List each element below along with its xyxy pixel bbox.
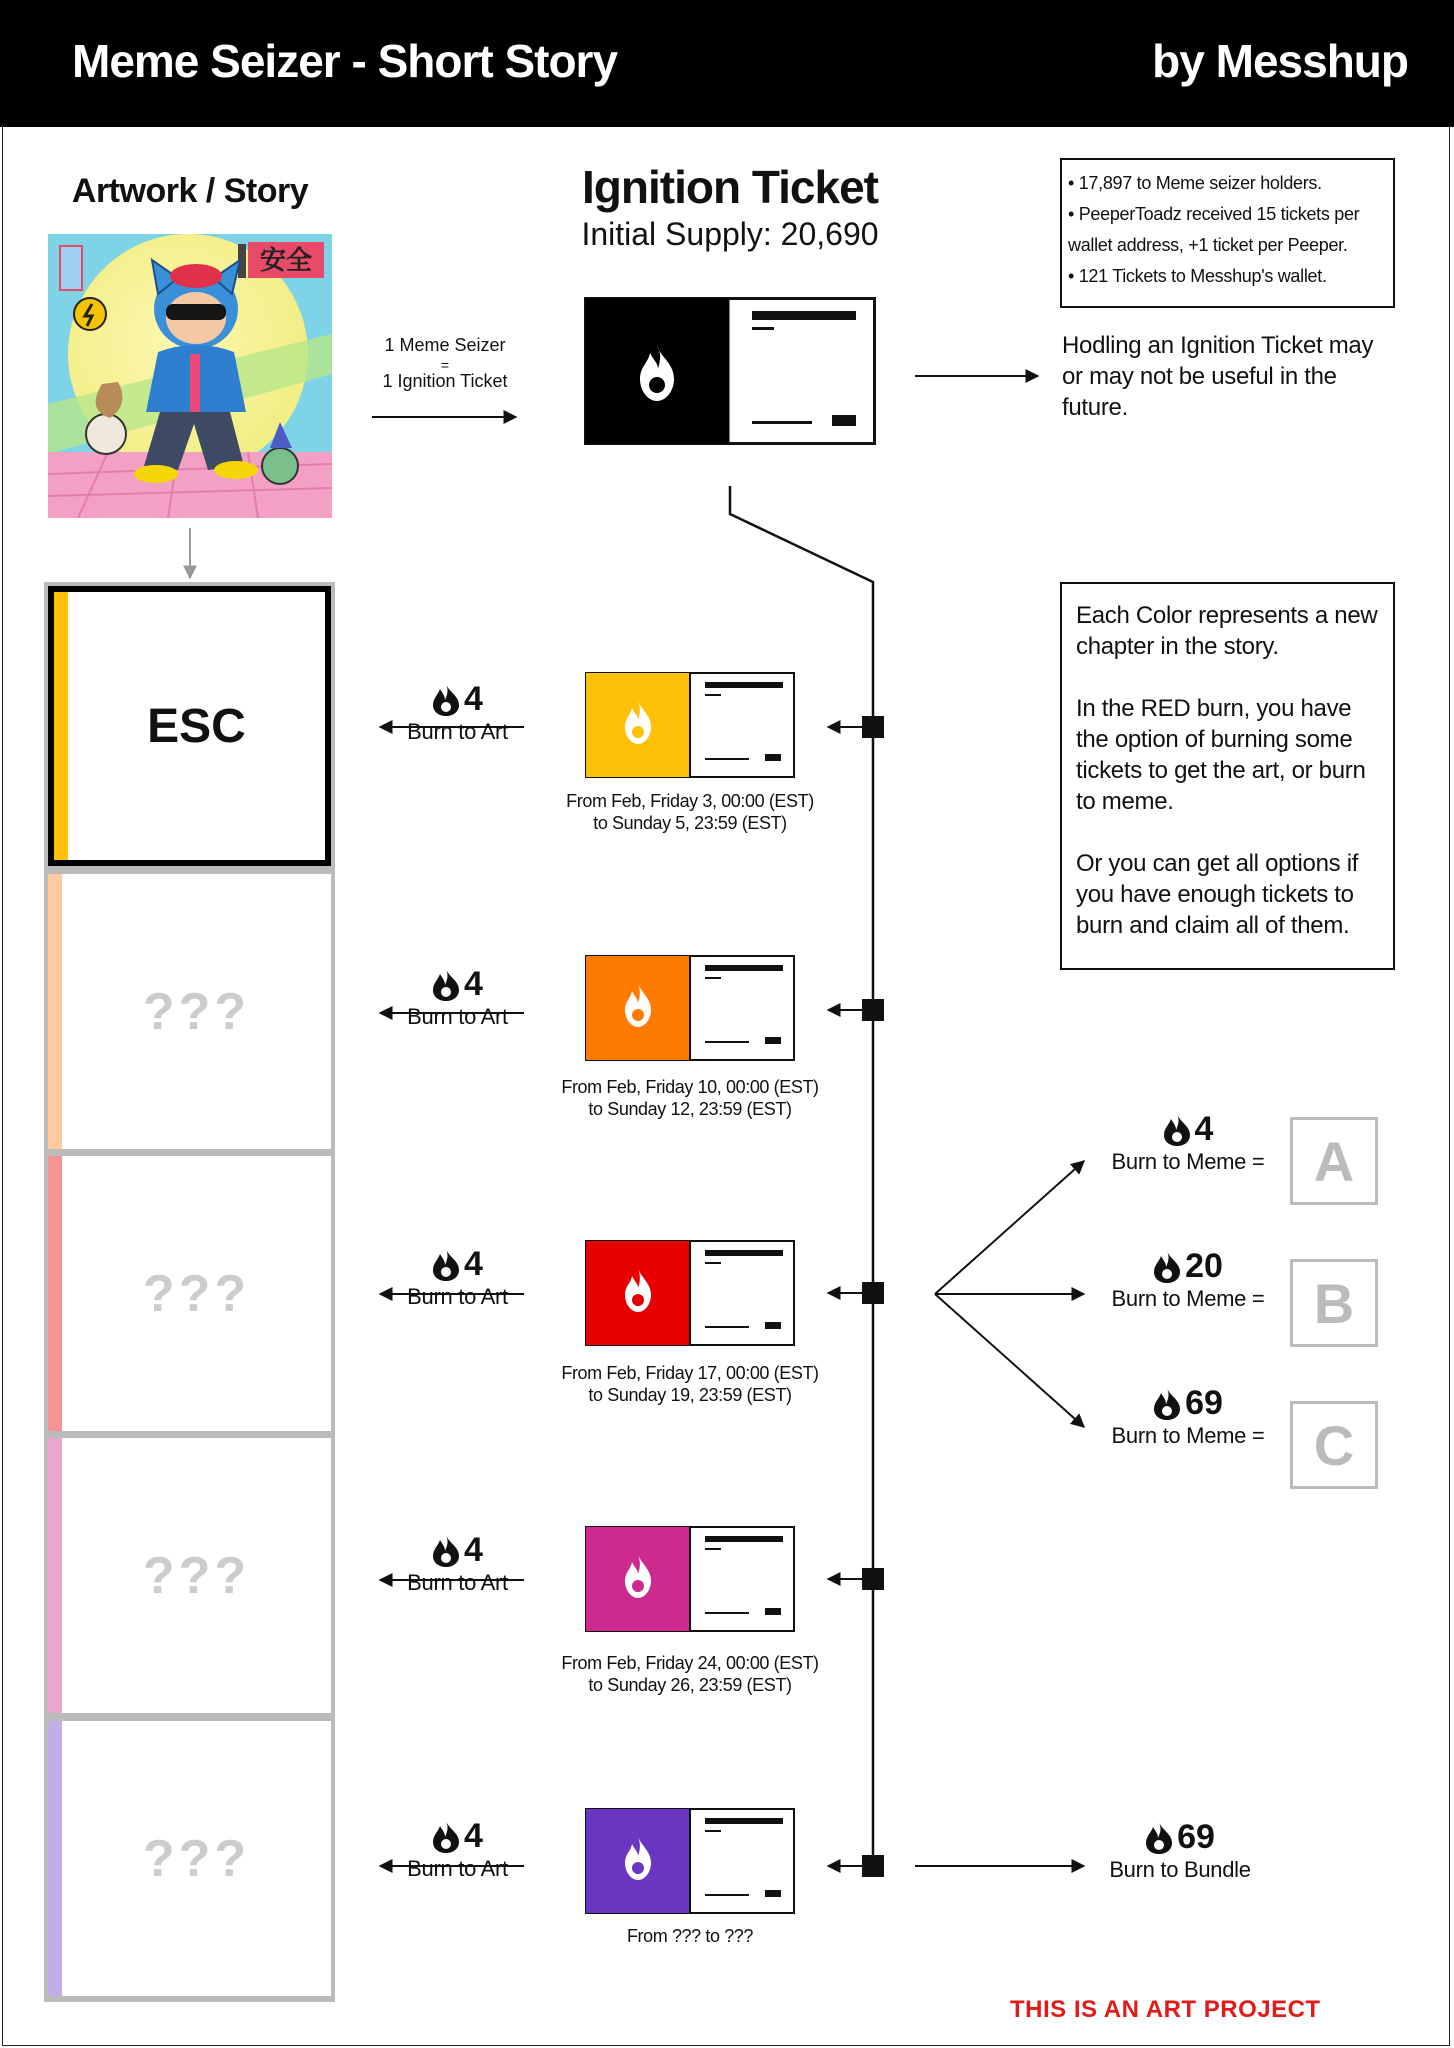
bundle-burn-label: Burn to Bundle <box>1109 1857 1251 1882</box>
chapter-info-paragraph: Or you can get all options if you have enough tickets to burn and claim all of them. <box>1076 850 1359 939</box>
flame-icon <box>432 968 460 1002</box>
burn-count: 4 <box>464 1817 483 1855</box>
burn-to-art <box>390 1531 525 1596</box>
chapter-date <box>540 1076 840 1120</box>
burn-count: 4 <box>464 965 483 1003</box>
chapter-date <box>540 1362 840 1406</box>
meme-option-box: B <box>1290 1259 1378 1347</box>
ratio-line-1: 1 Meme Seizer <box>384 335 506 355</box>
meme-burn-count: 69 <box>1185 1384 1223 1422</box>
meme-burn-count: 4 <box>1194 1110 1214 1148</box>
flame-icon <box>432 1534 460 1568</box>
panel-stripe <box>54 592 68 860</box>
panel-stripe <box>48 874 62 1149</box>
burn-count: 4 <box>464 1531 483 1569</box>
flame-icon <box>1153 1250 1181 1284</box>
note-line: • 17,897 to Meme seizer holders. <box>1068 173 1322 193</box>
svg-text:安全: 安全 <box>259 246 313 276</box>
flame-icon <box>1145 1821 1173 1855</box>
flame-icon <box>1153 1387 1181 1421</box>
chapter-info-box <box>1060 582 1395 970</box>
bundle-burn-count: 69 <box>1177 1818 1215 1856</box>
story-panel <box>48 874 331 1149</box>
timeline-node <box>828 1282 884 1304</box>
meme-burn-label: Burn to Meme = <box>1111 1286 1265 1311</box>
burn-to-art <box>390 1817 525 1882</box>
note-line: wallet address, +1 ticket per Peeper. <box>1068 235 1348 255</box>
burn-to-bundle <box>1095 1818 1265 1883</box>
meme-burn-label: Burn to Meme = <box>1111 1423 1265 1448</box>
story-panel <box>48 1438 331 1713</box>
ticket-heading: Ignition Ticket <box>582 161 878 213</box>
hodl-text: Hodling an Ignition Ticket may or may not be useful in the future. <box>1062 332 1374 421</box>
panel-text: ??? <box>142 1264 251 1323</box>
story-panel <box>48 586 331 866</box>
chapter-info-paragraph: Each Color represents a new chapter in the story. <box>1076 602 1378 660</box>
chapter-ticket <box>585 1240 795 1346</box>
chapter-info-paragraph: In the RED burn, you have the option of burning some tickets to get the art, or burn to meme. <box>1076 695 1366 815</box>
meme-option <box>1098 1247 1278 1312</box>
burn-label: Burn to Art <box>407 1004 508 1029</box>
burn-label: Burn to Art <box>407 1856 508 1881</box>
chapter-ticket <box>585 1808 795 1914</box>
note-line: • PeeperToadz received 15 tickets per <box>1068 204 1360 224</box>
date-line: From Feb, Friday 24, 00:00 (EST) <box>561 1653 819 1673</box>
meme-option-box: C <box>1290 1401 1378 1489</box>
chapter-ticket <box>585 1526 795 1632</box>
meme-option <box>1098 1110 1278 1175</box>
panel-text: ??? <box>142 982 251 1041</box>
date-line: From ??? to ??? <box>626 1926 754 1946</box>
meme-burn-count: 20 <box>1185 1247 1223 1285</box>
panel-stripe <box>48 1721 62 1996</box>
panel-stripe <box>48 1438 62 1713</box>
story-panel <box>48 1156 331 1431</box>
panel-text: ??? <box>142 1546 251 1605</box>
date-line: From Feb, Friday 3, 00:00 (EST) <box>566 791 814 811</box>
timeline-node <box>828 1855 884 1877</box>
chapter-ticket <box>585 672 795 778</box>
date-line: to Sunday 12, 23:59 (EST) <box>588 1099 792 1119</box>
panel-stripe <box>48 1156 62 1431</box>
ignition-ticket-card <box>584 297 876 445</box>
art-project-notice: THIS IS AN ART PROJECT <box>1010 1996 1321 2023</box>
note-line: • 121 Tickets to Messhup's wallet. <box>1068 266 1327 286</box>
artwork-heading: Artwork / Story <box>71 172 309 210</box>
timeline-node <box>828 1568 884 1590</box>
panel-text: ??? <box>142 1829 251 1888</box>
meme-option-box: A <box>1290 1117 1378 1205</box>
date-line: From Feb, Friday 10, 00:00 (EST) <box>561 1077 819 1097</box>
date-line: to Sunday 5, 23:59 (EST) <box>593 813 787 833</box>
flame-icon <box>432 1248 460 1282</box>
burn-count: 4 <box>464 1245 483 1283</box>
distribution-notes <box>1060 158 1395 308</box>
meme-burn-label: Burn to Meme = <box>1111 1149 1265 1174</box>
ratio-line-2: 1 Ignition Ticket <box>382 371 508 391</box>
artwork-image <box>48 234 332 518</box>
flame-icon <box>432 1820 460 1854</box>
flame-icon <box>1163 1113 1191 1147</box>
author-byline: by Messhup <box>1152 35 1408 87</box>
chapter-date <box>540 790 840 834</box>
burn-to-art <box>390 680 525 745</box>
panel-text: ESC <box>147 699 246 753</box>
date-line: to Sunday 19, 23:59 (EST) <box>588 1385 792 1405</box>
date-line: From Feb, Friday 17, 00:00 (EST) <box>561 1363 819 1383</box>
timeline-node <box>828 716 884 738</box>
burn-to-art <box>390 965 525 1030</box>
ticket-supply: Initial Supply: 20,690 <box>581 216 879 252</box>
arrow-meme-a <box>935 1161 1084 1294</box>
flame-icon <box>432 683 460 717</box>
story-panel <box>48 1721 331 1996</box>
burn-label: Burn to Art <box>407 719 508 744</box>
page-title: Meme Seizer - Short Story <box>72 35 618 87</box>
chapter-date <box>540 1925 840 1947</box>
chapter-date <box>540 1652 840 1696</box>
burn-to-art <box>390 1245 525 1310</box>
burn-label: Burn to Art <box>407 1570 508 1595</box>
timeline-node <box>828 999 884 1021</box>
date-line: to Sunday 26, 23:59 (EST) <box>588 1675 792 1695</box>
burn-count: 4 <box>464 680 483 718</box>
arrow-meme-c <box>935 1294 1084 1427</box>
ratio-equals: = <box>440 357 450 373</box>
meme-option <box>1098 1384 1278 1449</box>
burn-label: Burn to Art <box>407 1284 508 1309</box>
chapter-ticket <box>585 955 795 1061</box>
